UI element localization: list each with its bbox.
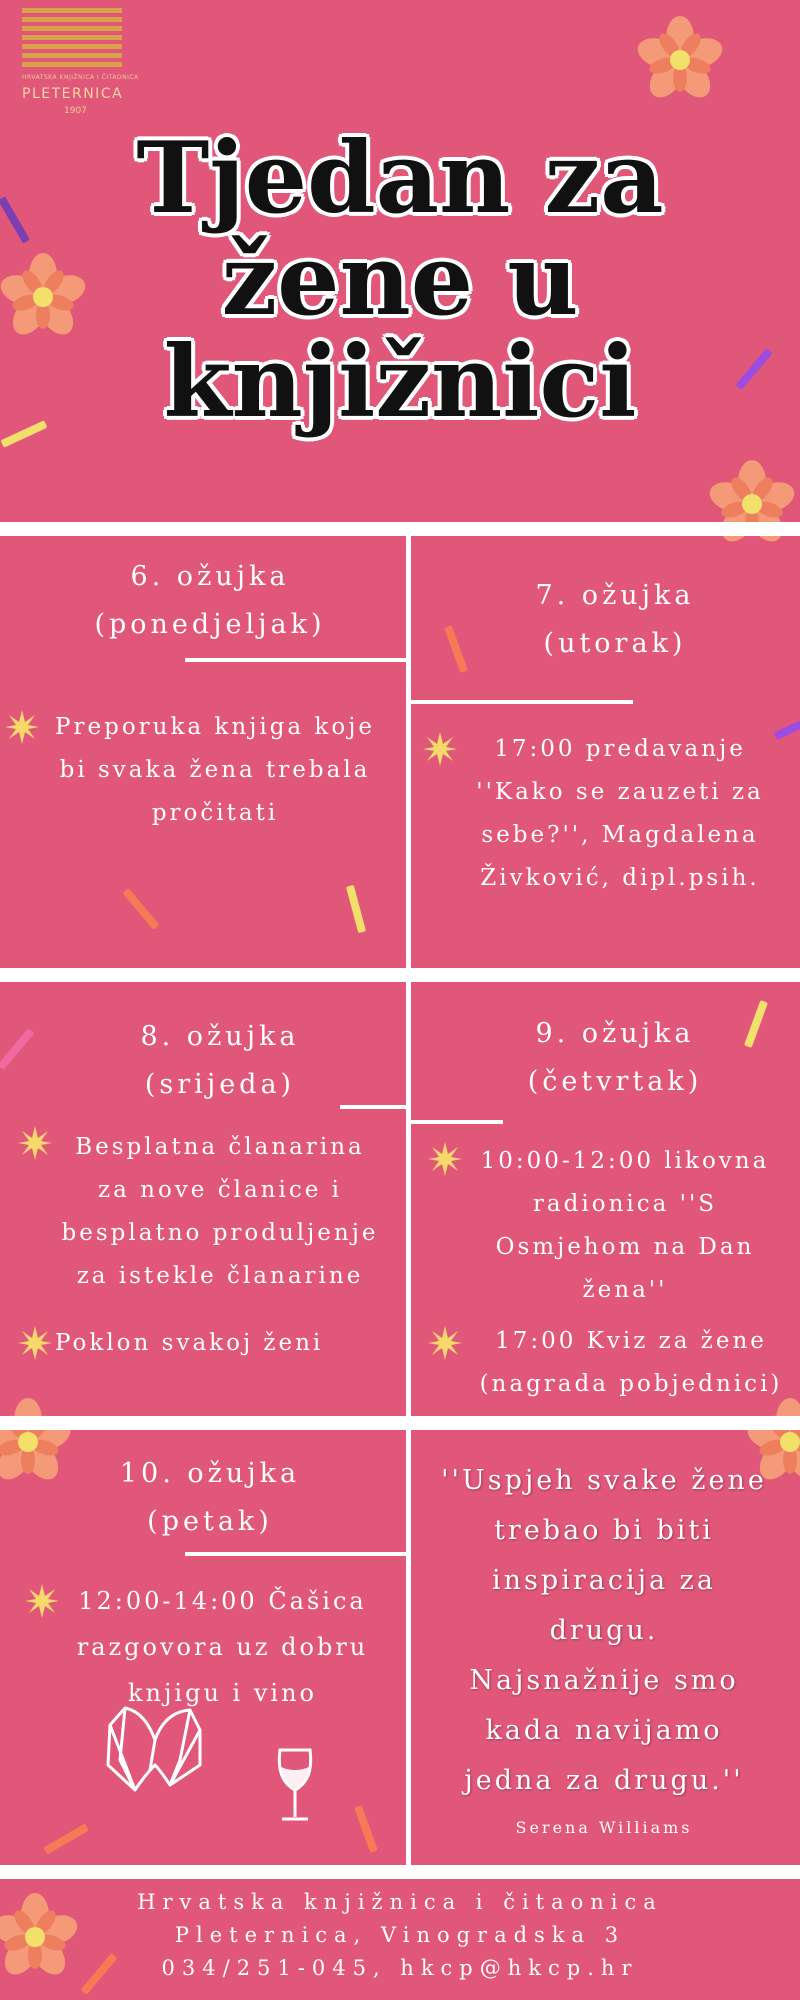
page-title <box>120 121 680 440</box>
divider-horizontal <box>0 1416 800 1430</box>
event-friday-1: 12:00-14:00 Čašica razgovora uz dobru knjigu i vino <box>76 1587 369 1707</box>
divider-horizontal <box>0 1865 800 1879</box>
day-underline <box>411 1120 503 1124</box>
quote-text: ''Uspjeh svake žene trebao bi biti inspiracija za drugu. Najsnažnije smo kada navijamo jedna za drugu.'' <box>441 1465 767 1796</box>
wine-glass-icon <box>270 1745 320 1825</box>
star-icon <box>5 710 39 744</box>
logo-bars-graphic <box>22 8 122 68</box>
divider-horizontal <box>0 968 800 982</box>
logo-year: 1907 <box>64 106 87 116</box>
flower-icon <box>630 8 730 108</box>
day-heading-tuesday: 7. ožujka (utorak) <box>535 580 695 659</box>
star-icon <box>428 1326 462 1360</box>
library-logo <box>22 8 142 118</box>
event-tuesday-1: 17:00 predavanje ''Kako se zauzeti za sebe?'', Magdalena Živković, dipl.psih. <box>476 736 764 891</box>
star-icon <box>18 1126 52 1160</box>
confetti-decoration <box>123 888 160 930</box>
star-icon <box>25 1584 59 1618</box>
star-icon <box>18 1326 52 1360</box>
logo-name: PLETERNICA <box>22 86 124 102</box>
event-wednesday-2: Poklon svakoj ženi <box>55 1330 324 1356</box>
footer-contact <box>0 1886 800 1985</box>
title-line-1: Tjedan za <box>136 121 664 236</box>
logo-subtitle: HRVATSKA KNJIŽNICA I ČITAONICA <box>22 74 139 81</box>
event-thursday-1: 10:00-12:00 likovna radionica ''S Osmjehom na Dan žena'' <box>480 1148 770 1303</box>
confetti-decoration <box>736 348 773 390</box>
title-line-2: žene u <box>221 223 579 338</box>
flower-icon <box>0 245 95 345</box>
divider-vertical <box>406 1430 411 1865</box>
event-thursday-2: 17:00 Kviz za žene (nagrada pobjednici) <box>479 1328 783 1397</box>
confetti-decoration <box>354 1805 378 1853</box>
day-heading-thursday: 9. ožujka (četvrtak) <box>527 1018 703 1097</box>
title-line-3: knjižnici <box>163 325 637 440</box>
event-wednesday-1: Besplatna članarina za nove članice i besplatno produljenje za istekle članarine <box>61 1134 379 1289</box>
day-heading-friday: 10. ožujka (petak) <box>119 1458 301 1537</box>
day-underline <box>411 700 633 704</box>
book-icon <box>100 1700 210 1795</box>
event-monday-1: Preporuka knjiga koje bi svaka žena trebala pročitati <box>55 714 375 826</box>
confetti-decoration <box>1 420 48 448</box>
footer-line-2: Pleternica, Vinogradska 3 <box>174 1923 626 1947</box>
day-underline <box>185 658 406 662</box>
confetti-decoration <box>346 885 366 933</box>
quote-author: Serena Williams <box>515 1818 693 1837</box>
divider-horizontal <box>0 522 800 536</box>
day-underline <box>185 1552 406 1556</box>
divider-vertical <box>406 536 411 968</box>
footer-line-3: 034/251-045, hkcp@hkcp.hr <box>161 1956 639 1980</box>
flower-icon <box>700 452 800 552</box>
footer-line-1: Hrvatska knjižnica i čitaonica <box>137 1890 663 1914</box>
day-heading-monday: 6. ožujka (ponedjeljak) <box>94 561 326 640</box>
day-heading-wednesday: 8. ožujka (srijeda) <box>140 1021 300 1100</box>
confetti-decoration <box>43 1824 89 1855</box>
confetti-decoration <box>0 196 30 243</box>
